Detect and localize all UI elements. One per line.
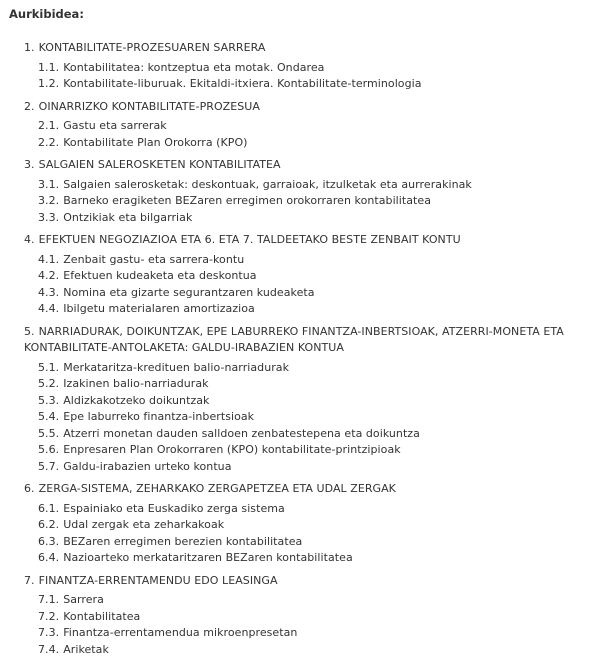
subsection-number: 4.4. [38,302,60,315]
subsection-text: Izakinen balio-narriadurak [63,377,209,390]
subsection-number: 7.3. [38,626,60,639]
chapter-number: 4. [24,233,35,246]
subsection-list [24,60,589,93]
chapter-title [24,573,589,590]
subsection-text: Ontzikiak eta bilgarriak [63,210,193,224]
subsection-text: Gastu eta sarrerak [63,119,167,132]
subsection-number: 3.2. [38,194,60,207]
subsection-text: Espainiako eta Euskadiko zerga sistema [63,501,285,515]
subsection-item [38,76,589,93]
subsection-item [38,517,589,534]
chapter-title [24,40,589,57]
subsection-item [38,210,589,227]
chapter-title [24,157,589,174]
subsection-number: 5.7. [38,459,60,473]
chapter-title [24,324,589,357]
subsection-item [38,60,589,77]
chapter-number: 6. [24,482,35,495]
subsection-number: 1.2. [38,77,60,90]
subsection-number: 5.2. [38,377,60,390]
subsection-item [38,550,589,567]
subsection-item [38,534,589,551]
subsection-item [38,501,589,518]
subsection-list [24,360,589,476]
subsection-text: Ibilgetu materialaren amortizazioa [63,302,255,315]
subsection-list [24,592,589,658]
chapter-4 [24,232,589,318]
subsection-item [38,393,589,410]
subsection-text: Kontabilitate-liburuak. Ekitaldi-itxiera. Kontabilitate-terminologia [63,77,422,90]
subsection-number: 5.5. [38,426,60,440]
subsection-text: Ariketak [63,642,109,656]
subsection-text: Epe laburreko finantza-inbertsioak [63,410,255,423]
subsection-text: Udal zergak eta zeharkakoak [63,518,225,531]
subsection-text: Galdu-irabazien urteko kontua [63,459,232,473]
subsection-item [38,409,589,426]
subsection-list [24,118,589,151]
subsection-item [38,592,589,609]
chapter-title-text: ZERGA-SISTEMA, ZEHARKAKO ZERGAPETZEA ETA UDAL ZERGAK [38,482,396,495]
page-title: Aurkibidea: [9,7,84,21]
subsection-text: Sarrera [63,593,104,606]
subsection-number: 1.1. [38,60,60,74]
subsection-text: Barneko eragiketen BEZaren erregimen orokorraren kontabilitatea [63,194,432,207]
subsection-number: 6.3. [38,534,60,548]
chapter-title-text: EFEKTUEN NEGOZIAZIOA ETA 6. ETA 7. TALDEETAKO BESTE ZENBAIT KONTU [38,233,461,246]
subsection-item [38,193,589,210]
chapter-7 [24,573,589,659]
subsection-text: Zenbait gastu- eta sarrera-kontu [63,252,245,266]
subsection-number: 7.4. [38,642,60,656]
subsection-text: Nomina eta gizarte segurantzaren kudeaketa [63,285,315,299]
chapter-title-text: SALGAIEN SALEROSKETEN KONTABILITATEA [38,158,281,171]
subsection-text: Nazioarteko merkataritzaren BEZaren kontabilitatea [63,551,353,564]
subsection-item [38,177,589,194]
chapter-title [24,481,589,498]
subsection-item [38,426,589,443]
subsection-number: 7.1. [38,593,60,606]
subsection-number: 3.1. [38,177,60,191]
subsection-text: Kontabilitatea: kontzeptua eta motak. Ondarea [63,60,325,74]
chapter-title-text: KONTABILITATE-PROZESUAREN SARRERA [38,41,266,54]
subsection-text: Aldizkakotzeko doikuntzak [63,393,210,407]
subsection-number: 4.2. [38,269,60,282]
chapter-number: 3. [24,158,35,171]
subsection-item [38,135,589,152]
subsection-item [38,442,589,459]
chapter-number: 7. [24,573,35,587]
chapter-title-text: FINANTZA-ERRENTAMENDU EDO LEASINGA [38,573,278,587]
subsection-number: 2.1. [38,119,60,132]
subsection-text: Finantza-errentamendua mikroenpresetan [63,626,298,639]
chapter-number: 5. [24,324,35,338]
chapter-3 [24,157,589,226]
subsection-number: 4.1. [38,252,60,266]
subsection-list [24,501,589,567]
subsection-item [38,376,589,393]
chapter-1 [24,40,589,93]
subsection-text: Atzerri monetan dauden salldoen zenbatestepena eta doikuntza [63,426,420,440]
subsection-item [38,642,589,659]
subsection-item [38,609,589,626]
subsection-number: 6.1. [38,501,60,515]
subsection-number: 3.3. [38,210,60,224]
subsection-number: 5.6. [38,443,60,456]
subsection-text: Enpresaren Plan Orokorraren (KPO) kontabilitate-printzipioak [63,443,401,456]
subsection-item [38,360,589,377]
chapter-number: 1. [24,41,35,54]
chapter-title [24,99,589,116]
chapter-number: 2. [24,99,35,113]
subsection-item [38,459,589,476]
subsection-text: Salgaien salerosketak: deskontuak, garraioak, itzulketak eta aurrerakinak [63,177,472,191]
subsection-item [38,285,589,302]
subsection-text: Merkataritza-kredituen balio-narriadurak [63,360,289,374]
subsection-text: BEZaren erregimen berezien kontabilitatea [63,534,303,548]
subsection-item [38,268,589,285]
subsection-number: 5.3. [38,393,60,407]
chapter-2 [24,99,589,152]
subsection-number: 6.4. [38,551,60,564]
chapter-6 [24,481,589,567]
table-of-contents [24,40,589,664]
subsection-item [38,118,589,135]
subsection-item [38,301,589,318]
subsection-number: 2.2. [38,135,60,149]
subsection-number: 5.1. [38,360,60,374]
subsection-number: 6.2. [38,518,60,531]
subsection-list [24,252,589,318]
subsection-number: 7.2. [38,609,60,623]
subsection-list [24,177,589,227]
subsection-text: Kontabilitatea [63,609,141,623]
chapter-5 [24,324,589,476]
chapter-title-text: NARRIADURAK, DOIKUNTZAK, EPE LABURREKO FINANTZA-INBERTSIOAK, ATZERRI-MONETA ETA KONTABILITATE-ANTOLAKETA: GALDU-IRABAZIEN KONTUA [24,324,564,354]
subsection-text: Efektuen kudeaketa eta deskontua [63,269,257,282]
chapter-title-text: OINARRIZKO KONTABILITATE-PROZESUA [38,99,260,113]
chapter-title [24,232,589,249]
subsection-item [38,625,589,642]
subsection-number: 5.4. [38,410,60,423]
subsection-number: 4.3. [38,285,60,299]
subsection-item [38,252,589,269]
subsection-text: Kontabilitate Plan Orokorra (KPO) [63,135,248,149]
